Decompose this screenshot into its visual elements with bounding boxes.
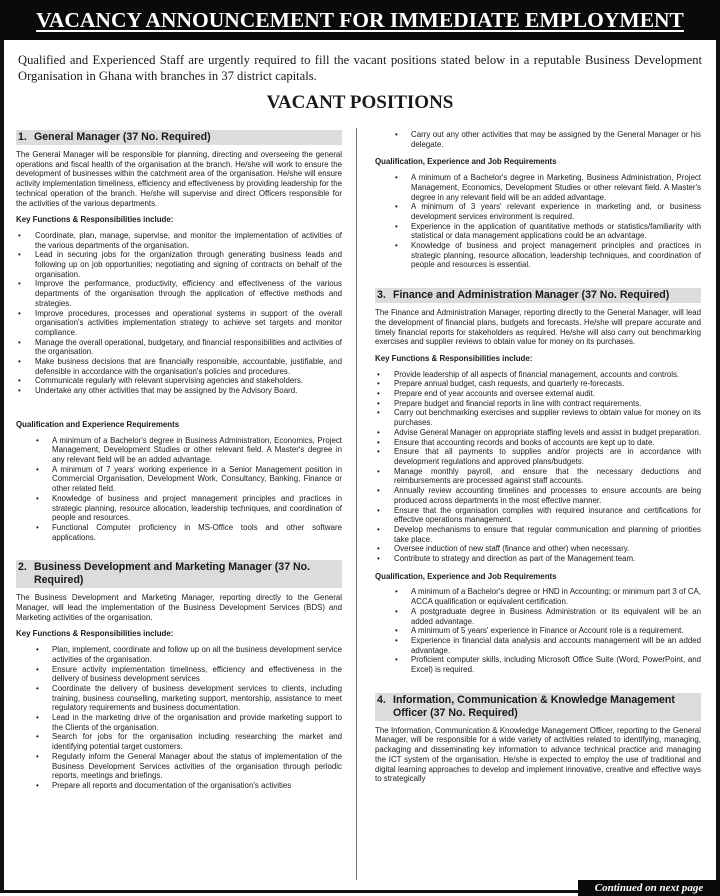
list-item: • Improve the performance, productivity, efficiency and effectiveness of the various departments of the organisation through the application of effective methods and strategies. — [16, 279, 342, 308]
list-item: • Communicate regularly with relevant supervising agencies and stakeholders. — [16, 376, 342, 386]
position-heading — [16, 130, 342, 145]
bullet-list — [375, 370, 701, 564]
list-item: • Make business decisions that are financially responsible, accountable, justifiable, and defensible in accordance with the organisation's policies and procedures. — [16, 357, 342, 376]
list-item: • A minimum of a Bachelor's degree in Business Administration, Economics, Project Management, Development Studies or other relevant field. A Master's degree in any relevant field will be an added advantage. — [16, 436, 342, 465]
list-item: • Provide leadership of all aspects of financial management, accounts and controls. — [375, 370, 701, 380]
continued-on-next-page: Continued on next page — [578, 880, 720, 896]
position-description: The Business Development and Marketing Manager, reporting directly to the General Manager, will lead the implementation of the Business Development Services (BDS) and Marketing activities of the organisation. — [16, 593, 342, 622]
list-item: • Experience in the application of quantitative methods or statistics/familiarity with statistical or data management applications could be an advantage. — [375, 222, 701, 241]
section-subheading: Key Functions & Responsibilities include: — [16, 629, 174, 639]
right-column — [375, 130, 701, 791]
position-title: General Manager (37 No. Required) — [34, 131, 211, 143]
position-number: 3. — [377, 289, 386, 302]
position-title: Business Development and Marketing Manager (37 No. Required) — [34, 561, 311, 587]
list-item: • Knowledge of business and project management principles and practices in strategic planning, resource allocation, leadership techniques, and coordination of people and resources is essential. — [375, 241, 701, 270]
column-divider — [356, 128, 357, 880]
position-number: 1. — [18, 131, 27, 143]
section-subheading: Key Functions & Responsibilities include: — [375, 353, 533, 363]
position-description: The Finance and Administration Manager, reporting directly to the General Manager, will lead the development of financial plans, budgets and forecasts. He/she will prepare accurate and timely financial reports for stakeholders as required. He/she will also carry out benchmarking exercises and supplier reviews to obtain value for money on its purchases. — [375, 308, 701, 347]
list-item: • A minimum of 3 years' relevant experience in marketing and, or business development services environment is required. — [375, 202, 701, 221]
list-item: • Regularly inform the General Manager about the status of implementation of the Business Development Services activities of the organisation through periodic reports, meetings and briefings. — [16, 752, 342, 781]
bullet-list — [375, 130, 701, 149]
list-item: • Search for jobs for the organisation including researching the market and identifying potential target customers. — [16, 732, 342, 751]
list-item: • Prepare all reports and documentation of the organisation's activities — [16, 781, 342, 791]
bullet-list — [375, 173, 701, 270]
list-item: • Carry out benchmarking exercises and supplier reviews to obtain value for money on its purchases. — [375, 408, 701, 427]
list-item: • A minimum of 7 years' working experience in a Senior Management position in Commercial Organisation, Development Work, Consultancy, Banking, Finance or other related field. — [16, 465, 342, 494]
spacer — [16, 404, 342, 414]
list-item: • Prepare budget and financial reports in line with contract requirements. — [375, 399, 701, 409]
list-item: • Lead in the marketing drive of the organisation and provide marketing support to the Clients of the organisation. — [16, 713, 342, 732]
section-subheading: Qualification and Experience Requirements — [16, 419, 180, 429]
position-description: The General Manager will be responsible for planning, directing and overseeing the general operations and fiscal health of the organisation at the branch. He/she will work to ensure the development of businesses within the catchment area of the organisation. He/she will ensure activity implementation timeliness, efficiency and effectiveness by providing leadership for the technical operation of the branch. He/she will supervise and direct Officers responsible for the activities of the various departments. — [16, 150, 342, 208]
list-item: • Ensure activity implementation timeliness, efficiency and effectiveness in the delivery of business development services — [16, 665, 342, 684]
list-item: • Coordinate the delivery of business development services to clients, including training, business counselling, marketing support, mentorship, assistance to meet regulatory requirements and business documentation. — [16, 684, 342, 713]
list-item: • Carry out any other activities that may be assigned by the General Manager or his delegate. — [375, 130, 701, 149]
list-item: • Ensure that the organisation complies with required insurance and certifications for effective operations management. — [375, 506, 701, 525]
list-item: • Undertake any other activities that may be assigned by the Advisory Board. — [16, 386, 342, 396]
left-column — [16, 130, 342, 799]
intro-text: Qualified and Experienced Staff are urgently required to fill the vacant positions stated below in a reputable Business Development Organisation in Ghana with branches in 37 district capitals. — [18, 53, 702, 83]
list-item: • Manage monthly payroll, and ensure that the necessary deductions and reimbursements are processed against staff accounts. — [375, 467, 701, 486]
list-item: • Oversee induction of new staff (finance and other) when necessary. — [375, 544, 701, 554]
list-item: • A minimum of a Bachelor's degree in Marketing, Business Administration, Project Management, Economics, Development Studies or other relevant field. A Master's degree in any relevant field will be an added advantage. — [375, 173, 701, 202]
section-subheading: Key Functions & Responsibilities include: — [16, 215, 174, 225]
position-heading — [375, 693, 701, 721]
section-subheading: Qualification, Experience and Job Requirements — [375, 571, 557, 581]
list-item: • Annually review accounting timelines and processes to ensure accounts are being produced across departments in the most effective manner. — [375, 486, 701, 505]
list-item: • Knowledge of business and project management principles and practices in strategic planning, resource allocation, leadership techniques, and coordination of people and resources. — [16, 494, 342, 523]
list-item: • Coordinate, plan, manage, supervise, and monitor the implementation of activities of the various departments of the organisation. — [16, 231, 342, 250]
list-item: • Functional Computer proficiency in MS-Office tools and other software applications. — [16, 523, 342, 542]
list-item: • Contribute to strategy and direction as part of the Management team. — [375, 554, 701, 564]
list-item: • Experience in financial data analysis and accounts management will be an added advantage. — [375, 636, 701, 655]
list-item: • Develop mechanisms to ensure that regular communication and planning of priorities take place. — [375, 525, 701, 544]
list-item: • Plan, implement, coordinate and follow up on all the business development service activities of the organisation. — [16, 645, 342, 664]
section-subheading: Qualification, Experience and Job Requirements — [375, 157, 557, 167]
announcement-title-bar — [0, 0, 720, 40]
list-item: • A minimum of a Bachelor's degree or HND in Accounting; or minimum part 3 of CA, ACCA qualification or equivalent certification. — [375, 587, 701, 606]
list-item: • Proficient computer skills, including Microsoft Office Suite (Word, PowerPoint, and Excel) is required. — [375, 655, 701, 674]
spacer — [16, 550, 342, 560]
vacant-positions-heading: VACANT POSITIONS — [266, 92, 454, 113]
position-number: 2. — [18, 561, 27, 574]
position-number: 4. — [377, 693, 386, 706]
bullet-list — [16, 231, 342, 396]
position-heading — [16, 560, 342, 588]
list-item: • A postgraduate degree in Business Administration or its equivalent will be an added advantage. — [375, 607, 701, 626]
list-item: • Ensure that all payments to supplies and/or projects are in accordance with development regulations and approved plans/budgets. — [375, 447, 701, 466]
list-item: • Prepare annual budget, cash requests, and quarterly re-forecasts. — [375, 379, 701, 389]
spacer — [375, 683, 701, 693]
spacer — [375, 278, 701, 288]
position-title: Finance and Administration Manager (37 No. Required) — [393, 289, 670, 302]
list-item: • Advise General Manager on appropriate staffing levels and assist in budget preparation. — [375, 428, 701, 438]
list-item: • Prepare end of year accounts and oversee external audit. — [375, 389, 701, 399]
list-item: • Lead in securing jobs for the organization through generating business leads and following up on job opportunities; negotiating and signing of contracts on behalf of the organisation. — [16, 250, 342, 279]
bullet-list — [16, 436, 342, 543]
list-item: • Improve procedures, processes and operational systems in support of the overall organisation's activities implementation strategy to achieve set targets and monitor compliance. — [16, 309, 342, 338]
bullet-list — [16, 645, 342, 791]
position-description: The Information, Communication & Knowledge Management Officer, reporting to the General Manager, will be responsible for a wide variety of activities related to identifying, managing, packaging and disseminating key information to advance technical practice and managing the ICT system of the organisation. He/she is expected to employ the use of traditional and digital learning approaches to develop and implement innovative, creative and effective ways to strategically — [375, 725, 701, 784]
position-title: Information, Communication & Knowledge Management Officer (37 No. Required) — [393, 693, 675, 719]
list-item: • Manage the overall operational, budgetary, and financial responsibilities and activities of the organisation. — [16, 338, 342, 357]
list-item: • Ensure that accounting records and books of accounts are kept up to date. — [375, 438, 701, 448]
position-heading — [375, 288, 701, 303]
bullet-list — [375, 587, 701, 674]
list-item: • A minimum of 5 years' experience in Finance or Account role is a requirement. — [375, 626, 701, 636]
announcement-title: VACANCY ANNOUNCEMENT FOR IMMEDIATE EMPLOYMENT — [36, 8, 684, 32]
